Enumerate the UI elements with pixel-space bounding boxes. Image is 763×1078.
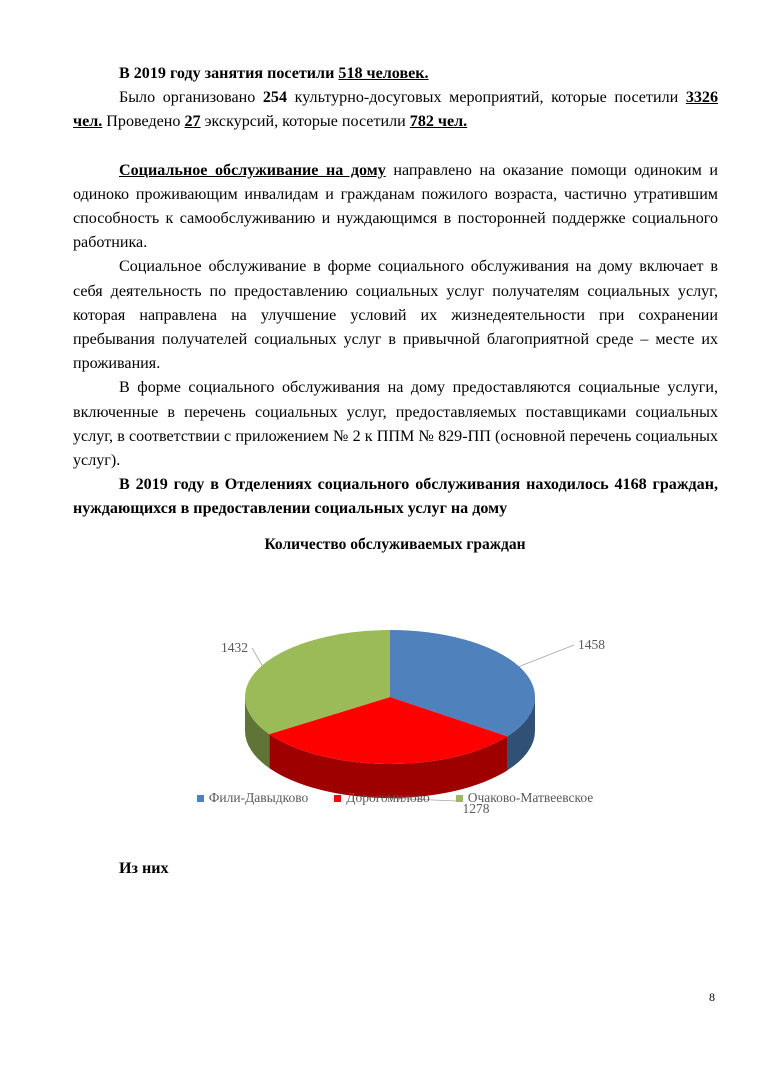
visits-text: В 2019 году занятия посетили <box>119 65 339 82</box>
legend-label-2: Очаково-Матвеевское <box>467 790 594 805</box>
events-text-2: культурно-досуговых мероприятий, которые посетили <box>287 89 686 107</box>
legend-item-0 <box>197 790 309 806</box>
leader-line-0 <box>519 645 574 667</box>
chart-title: Количество обслуживаемых граждан <box>264 536 526 553</box>
paragraph-events <box>73 86 718 134</box>
page-number: 8 <box>709 990 715 1004</box>
events-count: 254 <box>262 89 288 107</box>
pie-chart <box>160 532 630 817</box>
events-text-4: экскурсий, которые посетили <box>200 113 410 131</box>
excursions-count: 27 <box>184 113 201 131</box>
legend-item-2 <box>456 790 594 806</box>
paragraph-service-form: Социальное обслуживание в форме социального обслуживания на дому включает в себя деятельность по предоставлению социальных услуг получателям социальных услуг, которая направлена на улучшение условий их жизнедеятельности при сохранении пребывания получателей социальных услуг в привычной благоприятной среде – месте их проживания. <box>73 258 718 373</box>
home-service-text: направлено на оказание помощи одиноким и одиноко проживающим инвалидам и гражданам пожилого возраста, частично утратившим способность к самообслуживанию и нуждающимся в посторонней поддержке социального работника. <box>73 161 718 252</box>
excursions-visitors: 782 чел. <box>409 113 468 131</box>
legend-label-0: Фили-Давыдково <box>208 790 309 805</box>
legend-swatch-1 <box>334 795 341 802</box>
chart-legend <box>160 790 630 806</box>
data-label-0: 1458 <box>578 637 605 652</box>
leader-line-2 <box>252 648 262 665</box>
document-body <box>73 62 718 522</box>
data-label-1: 1278 <box>462 801 490 816</box>
events-visitors: 3326 чел. <box>73 89 718 131</box>
paragraph-visits <box>73 62 718 86</box>
pie-chart-svg <box>160 532 630 817</box>
paragraph-total-citizens: В 2019 году в Отделениях социального обслуживания находилось 4168 граждан, нуждающихся в предоставлении социальных услуг на дому <box>73 476 718 518</box>
paragraph-home-service <box>73 159 718 256</box>
legend-item-1 <box>334 790 429 806</box>
events-text-1: Было организовано <box>119 89 263 107</box>
paragraph-service-list: В форме социального обслуживания на дому предоставляются социальные услуги, включенные в перечень социальных услуг, предоставляемых поставщиками социальных услуг, в соответствии с приложением № 2 к ППМ № 829-ПП (основной перечень социальных услуг). <box>73 379 718 470</box>
legend-swatch-2 <box>456 795 463 802</box>
home-service-heading: Социальное обслуживание на дому <box>119 161 386 179</box>
legend-label-1: Дорогомилово <box>346 790 430 805</box>
legend-swatch-0 <box>197 795 204 802</box>
data-label-2: 1432 <box>221 640 248 655</box>
events-text-3: Проведено <box>102 113 185 131</box>
subheading-of-them: Из них <box>119 860 169 877</box>
visits-count: 518 человек. <box>338 65 429 82</box>
